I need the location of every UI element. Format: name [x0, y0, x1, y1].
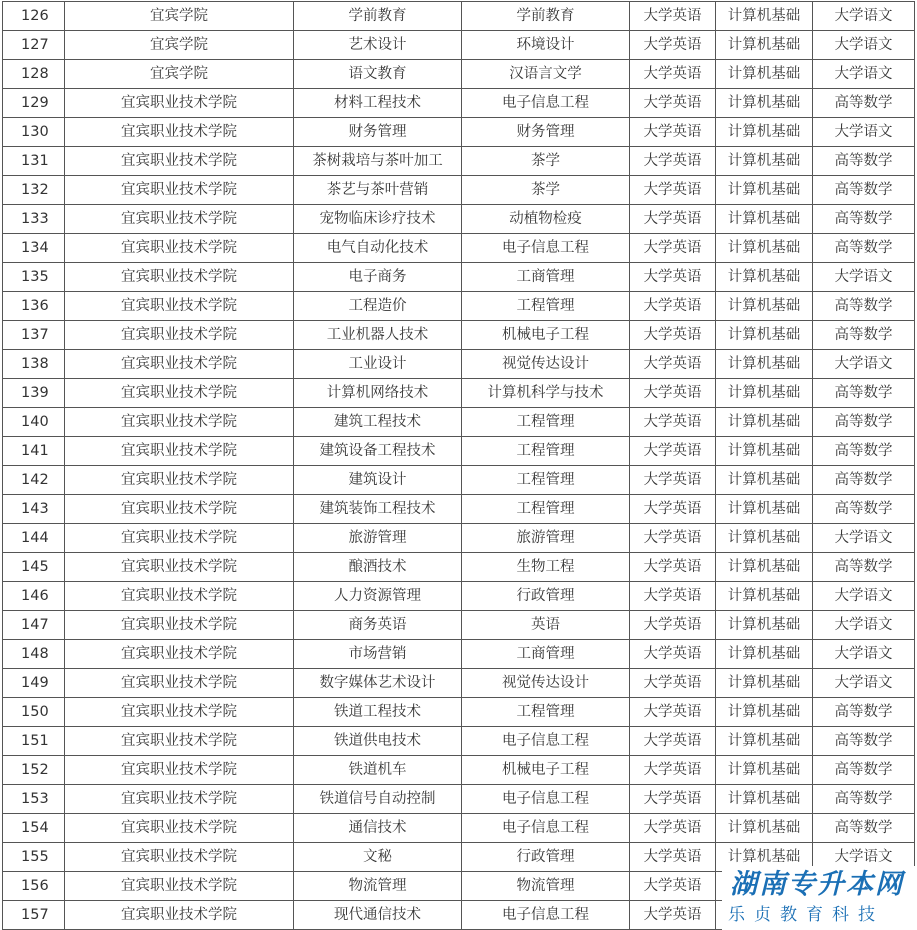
undergrad-major-cell: 视觉传达设计	[462, 669, 630, 698]
subject-english-cell: 大学英语	[630, 843, 716, 872]
junior-major-cell: 宠物临床诊疗技术	[294, 205, 462, 234]
school-name-cell: 宜宾职业技术学院	[65, 640, 294, 669]
school-name-cell: 宜宾职业技术学院	[65, 785, 294, 814]
row-number-cell: 155	[3, 843, 65, 872]
row-number-cell: 149	[3, 669, 65, 698]
row-number-cell: 144	[3, 524, 65, 553]
subject-english-cell: 大学英语	[630, 31, 716, 60]
subject-third-cell: 高等数学	[813, 785, 915, 814]
school-name-cell: 宜宾职业技术学院	[65, 205, 294, 234]
subject-computer-cell: 计算机基础	[716, 176, 813, 205]
subject-computer-cell: 计算机基础	[716, 669, 813, 698]
subject-computer-cell: 计算机基础	[716, 379, 813, 408]
row-number-cell: 137	[3, 321, 65, 350]
undergrad-major-cell: 动植物检疫	[462, 205, 630, 234]
table-row	[3, 814, 915, 843]
junior-major-cell: 电子商务	[294, 263, 462, 292]
row-number-cell: 135	[3, 263, 65, 292]
undergrad-major-cell: 工商管理	[462, 263, 630, 292]
undergrad-major-cell: 环境设计	[462, 31, 630, 60]
subject-english-cell: 大学英语	[630, 611, 716, 640]
school-name-cell: 宜宾职业技术学院	[65, 350, 294, 379]
row-number-cell: 129	[3, 89, 65, 118]
undergrad-major-cell: 学前教育	[462, 2, 630, 31]
undergrad-major-cell: 汉语言文学	[462, 60, 630, 89]
subject-computer-cell: 计算机基础	[716, 785, 813, 814]
table-row	[3, 31, 915, 60]
subject-english-cell: 大学英语	[630, 205, 716, 234]
row-number-cell: 142	[3, 466, 65, 495]
subject-computer-cell: 计算机基础	[716, 466, 813, 495]
row-number-cell: 143	[3, 495, 65, 524]
subject-third-cell: 高等数学	[813, 437, 915, 466]
school-name-cell: 宜宾职业技术学院	[65, 727, 294, 756]
undergrad-major-cell: 旅游管理	[462, 524, 630, 553]
subject-third-cell: 高等数学	[813, 698, 915, 727]
school-name-cell: 宜宾职业技术学院	[65, 901, 294, 930]
junior-major-cell: 工程造价	[294, 292, 462, 321]
subject-english-cell: 大学英语	[630, 785, 716, 814]
subject-third-cell: 大学语文	[813, 669, 915, 698]
table-row	[3, 698, 915, 727]
table-row	[3, 611, 915, 640]
subject-third-cell: 大学语文	[813, 843, 915, 872]
junior-major-cell: 茶树栽培与茶叶加工	[294, 147, 462, 176]
undergrad-major-cell: 财务管理	[462, 118, 630, 147]
row-number-cell: 157	[3, 901, 65, 930]
school-name-cell: 宜宾职业技术学院	[65, 147, 294, 176]
subject-third-cell: 大学语文	[813, 582, 915, 611]
row-number-cell: 141	[3, 437, 65, 466]
undergrad-major-cell: 电子信息工程	[462, 89, 630, 118]
subject-computer-cell: 计算机基础	[716, 292, 813, 321]
school-name-cell: 宜宾学院	[65, 31, 294, 60]
junior-major-cell: 铁道机车	[294, 756, 462, 785]
junior-major-cell: 市场营销	[294, 640, 462, 669]
undergrad-major-cell: 生物工程	[462, 553, 630, 582]
subject-english-cell: 大学英语	[630, 263, 716, 292]
school-name-cell: 宜宾职业技术学院	[65, 379, 294, 408]
junior-major-cell: 工业设计	[294, 350, 462, 379]
subject-third-cell: 大学语文	[813, 60, 915, 89]
undergrad-major-cell: 工程管理	[462, 466, 630, 495]
junior-major-cell: 数字媒体艺术设计	[294, 669, 462, 698]
junior-major-cell: 学前教育	[294, 2, 462, 31]
junior-major-cell: 商务英语	[294, 611, 462, 640]
subject-english-cell: 大学英语	[630, 756, 716, 785]
subject-english-cell: 大学英语	[630, 2, 716, 31]
row-number-cell: 132	[3, 176, 65, 205]
row-number-cell: 130	[3, 118, 65, 147]
junior-major-cell: 酿酒技术	[294, 553, 462, 582]
table-row	[3, 727, 915, 756]
undergrad-major-cell: 计算机科学与技术	[462, 379, 630, 408]
row-number-cell: 131	[3, 147, 65, 176]
junior-major-cell: 财务管理	[294, 118, 462, 147]
subject-computer-cell: 计算机基础	[716, 495, 813, 524]
school-name-cell: 宜宾职业技术学院	[65, 495, 294, 524]
subject-third-cell: 高等数学	[813, 89, 915, 118]
subject-computer-cell: 计算机基础	[716, 640, 813, 669]
subject-english-cell: 大学英语	[630, 60, 716, 89]
subject-third-cell: 大学语文	[813, 263, 915, 292]
row-number-cell: 140	[3, 408, 65, 437]
subject-computer-cell: 计算机基础	[716, 60, 813, 89]
table-row	[3, 756, 915, 785]
school-name-cell: 宜宾职业技术学院	[65, 872, 294, 901]
subject-computer-cell: 计算机基础	[716, 118, 813, 147]
table-row	[3, 321, 915, 350]
school-name-cell: 宜宾职业技术学院	[65, 553, 294, 582]
school-name-cell: 宜宾职业技术学院	[65, 582, 294, 611]
subject-computer-cell: 计算机基础	[716, 582, 813, 611]
subject-third-cell: 大学语文	[813, 31, 915, 60]
junior-major-cell: 建筑装饰工程技术	[294, 495, 462, 524]
table-row	[3, 466, 915, 495]
school-name-cell: 宜宾学院	[65, 2, 294, 31]
school-name-cell: 宜宾职业技术学院	[65, 292, 294, 321]
junior-major-cell: 材料工程技术	[294, 89, 462, 118]
table-row	[3, 495, 915, 524]
subject-computer-cell: 计算机基础	[716, 408, 813, 437]
subject-third-cell: 大学语文	[813, 118, 915, 147]
school-name-cell: 宜宾职业技术学院	[65, 814, 294, 843]
table-row	[3, 118, 915, 147]
undergrad-major-cell: 工程管理	[462, 408, 630, 437]
table-row	[3, 553, 915, 582]
junior-major-cell: 文秘	[294, 843, 462, 872]
row-number-cell: 150	[3, 698, 65, 727]
subject-english-cell: 大学英语	[630, 89, 716, 118]
row-number-cell: 134	[3, 234, 65, 263]
undergrad-major-cell: 工程管理	[462, 292, 630, 321]
table-row	[3, 263, 915, 292]
row-number-cell: 139	[3, 379, 65, 408]
row-number-cell: 153	[3, 785, 65, 814]
school-name-cell: 宜宾职业技术学院	[65, 234, 294, 263]
subject-third-cell: 高等数学	[813, 756, 915, 785]
junior-major-cell: 艺术设计	[294, 31, 462, 60]
subject-english-cell: 大学英语	[630, 872, 716, 901]
subject-computer-cell: 计算机基础	[716, 321, 813, 350]
undergrad-major-cell: 工程管理	[462, 437, 630, 466]
subject-english-cell: 大学英语	[630, 292, 716, 321]
row-number-cell: 127	[3, 31, 65, 60]
subject-third-cell: 高等数学	[813, 814, 915, 843]
subject-third-cell: 高等数学	[813, 379, 915, 408]
subject-computer-cell: 计算机基础	[716, 553, 813, 582]
undergrad-major-cell: 电子信息工程	[462, 234, 630, 263]
undergrad-major-cell: 机械电子工程	[462, 756, 630, 785]
subject-computer-cell: 计算机基础	[716, 350, 813, 379]
junior-major-cell: 铁道工程技术	[294, 698, 462, 727]
subject-computer-cell: 计算机基础	[716, 756, 813, 785]
subject-third-cell: 高等数学	[813, 495, 915, 524]
subject-computer-cell: 计算机基础	[716, 727, 813, 756]
subject-computer-cell: 计算机基础	[716, 234, 813, 263]
undergrad-major-cell: 工商管理	[462, 640, 630, 669]
subject-computer-cell: 计算机基础	[716, 437, 813, 466]
row-number-cell: 136	[3, 292, 65, 321]
table-row	[3, 524, 915, 553]
subject-english-cell: 大学英语	[630, 437, 716, 466]
subject-english-cell: 大学英语	[630, 727, 716, 756]
school-name-cell: 宜宾职业技术学院	[65, 437, 294, 466]
watermark-logo	[722, 866, 917, 930]
school-name-cell: 宜宾职业技术学院	[65, 669, 294, 698]
school-name-cell: 宜宾职业技术学院	[65, 89, 294, 118]
watermark-title: 湖南专升本网	[730, 869, 904, 900]
junior-major-cell: 通信技术	[294, 814, 462, 843]
subject-third-cell: 高等数学	[813, 321, 915, 350]
junior-major-cell: 茶艺与茶叶营销	[294, 176, 462, 205]
undergrad-major-cell: 电子信息工程	[462, 814, 630, 843]
school-name-cell: 宜宾职业技术学院	[65, 524, 294, 553]
subject-third-cell: 高等数学	[813, 408, 915, 437]
subject-computer-cell: 计算机基础	[716, 611, 813, 640]
junior-major-cell: 人力资源管理	[294, 582, 462, 611]
subject-computer-cell: 计算机基础	[716, 31, 813, 60]
row-number-cell: 126	[3, 2, 65, 31]
table-row	[3, 379, 915, 408]
subject-english-cell: 大学英语	[630, 582, 716, 611]
subject-computer-cell: 计算机基础	[716, 814, 813, 843]
subject-english-cell: 大学英语	[630, 553, 716, 582]
subject-english-cell: 大学英语	[630, 234, 716, 263]
table-row	[3, 669, 915, 698]
table-row	[3, 408, 915, 437]
table-row	[3, 785, 915, 814]
table-row	[3, 350, 915, 379]
subject-english-cell: 大学英语	[630, 408, 716, 437]
subject-third-cell: 大学语文	[813, 640, 915, 669]
table-row	[3, 292, 915, 321]
subject-third-cell: 高等数学	[813, 147, 915, 176]
undergrad-major-cell: 茶学	[462, 176, 630, 205]
subject-computer-cell: 计算机基础	[716, 2, 813, 31]
school-name-cell: 宜宾职业技术学院	[65, 321, 294, 350]
subject-english-cell: 大学英语	[630, 147, 716, 176]
table-row	[3, 437, 915, 466]
junior-major-cell: 建筑设计	[294, 466, 462, 495]
table-row	[3, 640, 915, 669]
subject-computer-cell: 计算机基础	[716, 698, 813, 727]
subject-third-cell: 高等数学	[813, 553, 915, 582]
subject-english-cell: 大学英语	[630, 814, 716, 843]
subject-english-cell: 大学英语	[630, 698, 716, 727]
subject-english-cell: 大学英语	[630, 118, 716, 147]
undergrad-major-cell: 茶学	[462, 147, 630, 176]
junior-major-cell: 计算机网络技术	[294, 379, 462, 408]
undergrad-major-cell: 工程管理	[462, 698, 630, 727]
subject-english-cell: 大学英语	[630, 176, 716, 205]
subject-english-cell: 大学英语	[630, 901, 716, 930]
row-number-cell: 145	[3, 553, 65, 582]
school-name-cell: 宜宾职业技术学院	[65, 756, 294, 785]
subject-english-cell: 大学英语	[630, 379, 716, 408]
table-row	[3, 89, 915, 118]
subject-third-cell: 高等数学	[813, 727, 915, 756]
undergrad-major-cell: 电子信息工程	[462, 785, 630, 814]
subject-english-cell: 大学英语	[630, 524, 716, 553]
junior-major-cell: 建筑工程技术	[294, 408, 462, 437]
subject-third-cell: 大学语文	[813, 350, 915, 379]
junior-major-cell: 建筑设备工程技术	[294, 437, 462, 466]
table-row	[3, 176, 915, 205]
subject-third-cell: 高等数学	[813, 176, 915, 205]
junior-major-cell: 工业机器人技术	[294, 321, 462, 350]
undergrad-major-cell: 行政管理	[462, 582, 630, 611]
row-number-cell: 148	[3, 640, 65, 669]
subject-computer-cell: 计算机基础	[716, 205, 813, 234]
subject-third-cell: 高等数学	[813, 292, 915, 321]
subject-english-cell: 大学英语	[630, 495, 716, 524]
table-row	[3, 234, 915, 263]
subject-third-cell: 大学语文	[813, 2, 915, 31]
subject-computer-cell: 计算机基础	[716, 524, 813, 553]
junior-major-cell: 铁道信号自动控制	[294, 785, 462, 814]
undergrad-major-cell: 工程管理	[462, 495, 630, 524]
undergrad-major-cell: 电子信息工程	[462, 901, 630, 930]
row-number-cell: 156	[3, 872, 65, 901]
subject-computer-cell: 计算机基础	[716, 147, 813, 176]
school-name-cell: 宜宾职业技术学院	[65, 843, 294, 872]
junior-major-cell: 物流管理	[294, 872, 462, 901]
watermark-subtitle: 乐贞教育科技	[728, 905, 884, 925]
row-number-cell: 147	[3, 611, 65, 640]
subject-english-cell: 大学英语	[630, 640, 716, 669]
undergrad-major-cell: 视觉传达设计	[462, 350, 630, 379]
undergrad-major-cell: 物流管理	[462, 872, 630, 901]
school-name-cell: 宜宾职业技术学院	[65, 176, 294, 205]
row-number-cell: 151	[3, 727, 65, 756]
junior-major-cell: 旅游管理	[294, 524, 462, 553]
subject-third-cell: 大学语文	[813, 524, 915, 553]
subject-third-cell: 高等数学	[813, 466, 915, 495]
subject-third-cell: 大学语文	[813, 611, 915, 640]
row-number-cell: 133	[3, 205, 65, 234]
table-row	[3, 205, 915, 234]
table-row	[3, 2, 915, 31]
table-body	[3, 2, 915, 930]
junior-major-cell: 电气自动化技术	[294, 234, 462, 263]
admission-table	[2, 1, 915, 930]
table-row	[3, 60, 915, 89]
row-number-cell: 152	[3, 756, 65, 785]
row-number-cell: 146	[3, 582, 65, 611]
row-number-cell: 128	[3, 60, 65, 89]
table-row	[3, 147, 915, 176]
junior-major-cell: 现代通信技术	[294, 901, 462, 930]
subject-computer-cell: 计算机基础	[716, 89, 813, 118]
school-name-cell: 宜宾职业技术学院	[65, 698, 294, 727]
junior-major-cell: 语文教育	[294, 60, 462, 89]
school-name-cell: 宜宾职业技术学院	[65, 466, 294, 495]
subject-third-cell: 高等数学	[813, 205, 915, 234]
table-row	[3, 582, 915, 611]
subject-english-cell: 大学英语	[630, 669, 716, 698]
school-name-cell: 宜宾职业技术学院	[65, 118, 294, 147]
row-number-cell: 154	[3, 814, 65, 843]
row-number-cell: 138	[3, 350, 65, 379]
undergrad-major-cell: 机械电子工程	[462, 321, 630, 350]
subject-third-cell: 高等数学	[813, 234, 915, 263]
school-name-cell: 宜宾职业技术学院	[65, 263, 294, 292]
school-name-cell: 宜宾学院	[65, 60, 294, 89]
subject-computer-cell: 计算机基础	[716, 843, 813, 872]
undergrad-major-cell: 电子信息工程	[462, 727, 630, 756]
subject-english-cell: 大学英语	[630, 466, 716, 495]
subject-english-cell: 大学英语	[630, 350, 716, 379]
school-name-cell: 宜宾职业技术学院	[65, 408, 294, 437]
subject-computer-cell: 计算机基础	[716, 263, 813, 292]
subject-english-cell: 大学英语	[630, 321, 716, 350]
junior-major-cell: 铁道供电技术	[294, 727, 462, 756]
school-name-cell: 宜宾职业技术学院	[65, 611, 294, 640]
undergrad-major-cell: 行政管理	[462, 843, 630, 872]
undergrad-major-cell: 英语	[462, 611, 630, 640]
